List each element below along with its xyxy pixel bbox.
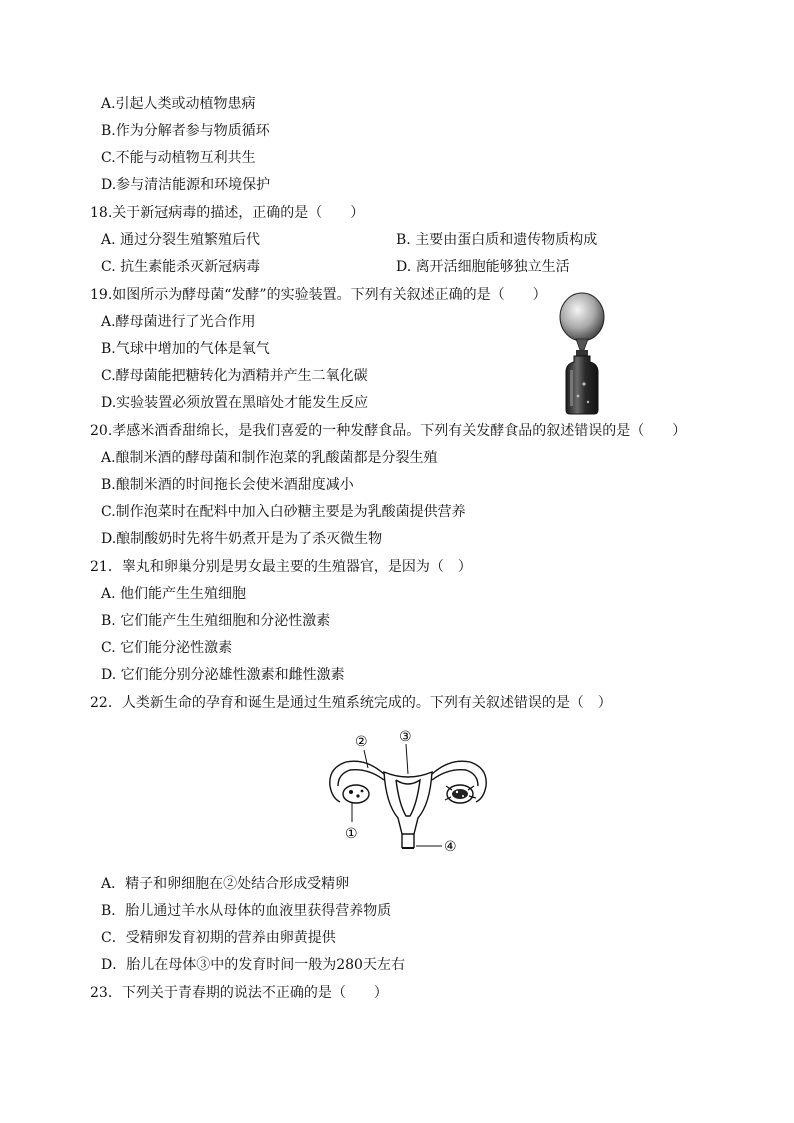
q18-option-c: C. 抗生素能杀灭新冠病毒: [101, 259, 261, 275]
q19-stem: 19.如图所示为酵母菌“发酵”的实验装置。下列有关叙述正确的是（ ）: [90, 287, 547, 303]
q22-option-c: C．受精卵发育初期的营养由卵黄提供: [101, 930, 336, 946]
q17-option-a: A.引起人类或动植物患病: [101, 96, 256, 112]
label-3: ③: [399, 729, 412, 745]
q20-option-d: D.酿制酸奶时先将牛奶煮开是为了杀灭微生物: [101, 531, 383, 547]
q18-option-a: A. 通过分裂生殖繁殖后代: [101, 232, 261, 248]
balloon-neck: [576, 339, 588, 350]
q20-option-b: B.酿制米酒的时间拖长会使米酒甜度减小: [101, 477, 354, 493]
q20-option-a: A.酿制米酒的酵母菌和制作泡菜的乳酸菌都是分裂生殖: [101, 450, 438, 466]
q19-option-d: D.实验装置必须放置在黑暗处才能发生反应: [101, 395, 369, 411]
q17-option-c: C.不能与动植物互利共生: [101, 150, 256, 166]
q20-option-c: C.制作泡菜时在配料中加入白砂糖主要是为乳酸菌提供营养: [101, 504, 466, 520]
q17-option-d: D.参与清洁能源和环境保护: [101, 177, 271, 193]
q19-option-b: B.气球中增加的气体是氧气: [101, 341, 270, 357]
q21-option-d: D. 它们能分别分泌雄性激素和雌性激素: [101, 667, 345, 683]
q22-stem: 22．人类新生命的孕育和诞生是通过生殖系统完成的。下列有关叙述错误的是（ ）: [90, 695, 612, 711]
q22-option-d: D．胎儿在母体③中的发育时间一般为280天左右: [101, 957, 405, 973]
q21-option-a: A. 他们能产生生殖细胞: [101, 586, 247, 602]
q21-stem: 21．睾丸和卵巢分别是男女最主要的生殖器官，是因为（ ）: [90, 559, 472, 575]
q18-stem: 18.关于新冠病毒的描述，正确的是（ ）: [90, 205, 365, 221]
q19-option-a: A.酵母菌进行了光合作用: [101, 314, 256, 330]
q22-option-a: A．精子和卵细胞在②处结合形成受精卵: [101, 876, 350, 892]
q22-option-b: B．胎儿通过羊水从母体的血液里获得营养物质: [101, 903, 392, 919]
balloon-tie: [576, 350, 588, 356]
label-4: ④: [444, 839, 457, 855]
uterus: [384, 772, 432, 834]
q21-option-c: C. 它们能分泌性激素: [101, 640, 233, 656]
balloon: [560, 293, 604, 341]
q21-option-b: B. 它们能产生生殖细胞和分泌性激素: [101, 613, 331, 629]
label-1: ①: [345, 826, 358, 842]
female-reproductive-system-figure: [318, 724, 498, 856]
q19-option-c: C.酵母菌能把糖转化为酒精并产生二氧化碳: [101, 368, 368, 384]
left-ovary: [343, 785, 369, 803]
q18-option-d: D. 离开活细胞能够独立生活: [396, 259, 570, 275]
q17-option-b: B.作为分解者参与物质循环: [101, 123, 270, 139]
q18-option-b: B. 主要由蛋白质和遗传物质构成: [396, 232, 598, 248]
q23-stem: 23．下列关于青春期的说法不正确的是（ ）: [90, 985, 388, 1001]
label-2: ②: [355, 734, 368, 750]
yeast-fermentation-figure: [554, 292, 610, 416]
q20-stem: 20.孝感米酒香甜绵长，是我们喜爱的一种发酵食品。下列有关发酵食品的叙述错误的是（ ）: [90, 423, 687, 439]
